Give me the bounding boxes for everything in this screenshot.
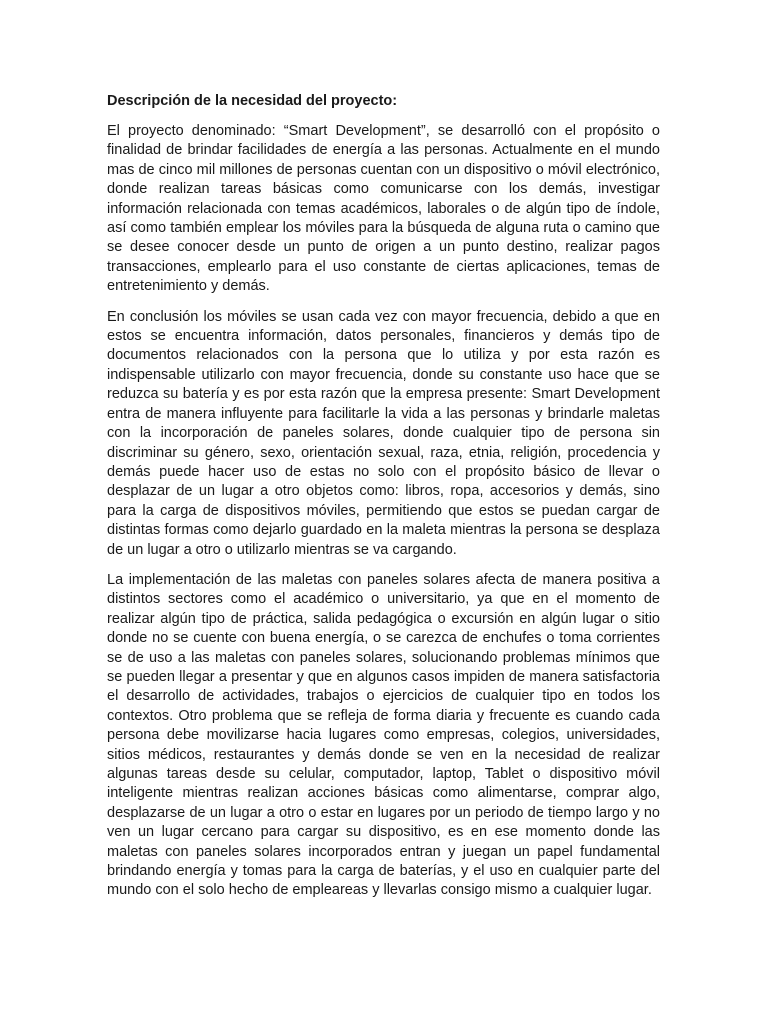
paragraph-conclusion: En conclusión los móviles se usan cada vez con mayor frecuencia, debido a que en estos se encuentra información, datos personales, financieros y demás tipo de documentos relacionados con la persona que lo utiliza y por esta razón es indispensable utilizarlo con mayor frecuencia, donde su constante uso hace que se reduzca su batería y es por esta razón que la empresa presente: Smart Development entra de manera influyente para facilitarle la vida a las personas y brindarle maletas con la incorporación de paneles solares, donde cualquier tipo de persona sin discriminar su género, sexo, orientación sexual, raza, etnia, religión, procedencia y demás puede hacer uso de estas no solo con el propósito básico de llevar o desplazar de un lugar a otro objetos como: libros, ropa, accesorios y demás, sino para la carga de dispositivos móviles, permitiendo que estos se puedan cargar de distintas formas como dejarlo guardado en la maleta mientras la persona se desplaza de un lugar a otro o utilizarlo mientras se va cargando. xyxy=(107,308,660,558)
section-heading: Descripción de la necesidad del proyecto: xyxy=(107,93,398,109)
paragraph-implementation: La implementación de las maletas con paneles solares afecta de manera positiva a distintos sectores como el académico o universitario, ya que en el momento de realizar algún tipo de práctica, salida pedagógica o excursión en algún lugar o sitio donde no se cuente con buena energía, o se carezca de enchufes o toma corrientes se de uso a las maletas con paneles solares, solucionando problemas mínimos que se pueden llegar a presentar y que en algunos casos impiden de manera satisfactoria el desarrollo de actividades, trabajos o ejercicios de cualquier tipo en todos los contextos. Otro problema que se refleja de forma diaria y frecuente es cuando cada persona debe movilizarse hacia lugares como empresas, colegios, universidades, sitios médicos, restaurantes y demás donde se ven en la necesidad de realizar algunas tareas desde su celular, computador, laptop, Tablet o dispositivo móvil inteligente mientras realizan acciones básicas como alimentarse, comprar algo, desplazarse de un lugar a otro o estar en lugares por un periodo de tiempo largo y no ven un lugar cercano para cargar su dispositivo, es en ese momento donde las maletas con paneles solares incorporados entran y juegan un papel fundamental brindando energía y tomas para la carga de baterías, y el uso en cualquier parte del mundo con el solo hecho de empleareas y llevarlas consigo mismo a cualquier lugar. xyxy=(107,571,660,899)
document-body xyxy=(107,92,660,912)
paragraph-intro: El proyecto denominado: “Smart Development”, se desarrolló con el propósito o finalidad de brindar facilidades de energía a las personas. Actualmente en el mundo mas de cinco mil millones de personas cuentan con un dispositivo o móvil electrónico, donde realizan tareas básicas como comunicarse con los demás, investigar información relacionada con temas académicos, laborales o de algún tipo de índole, así como también emplear los móviles para la búsqueda de alguna ruta o camino que se desee conocer desde un punto de origen a un punto destino, realizar pagos transacciones, emplearlo para el uso constante de ciertas aplicaciones, temas de entretenimiento y demás. xyxy=(107,123,660,295)
